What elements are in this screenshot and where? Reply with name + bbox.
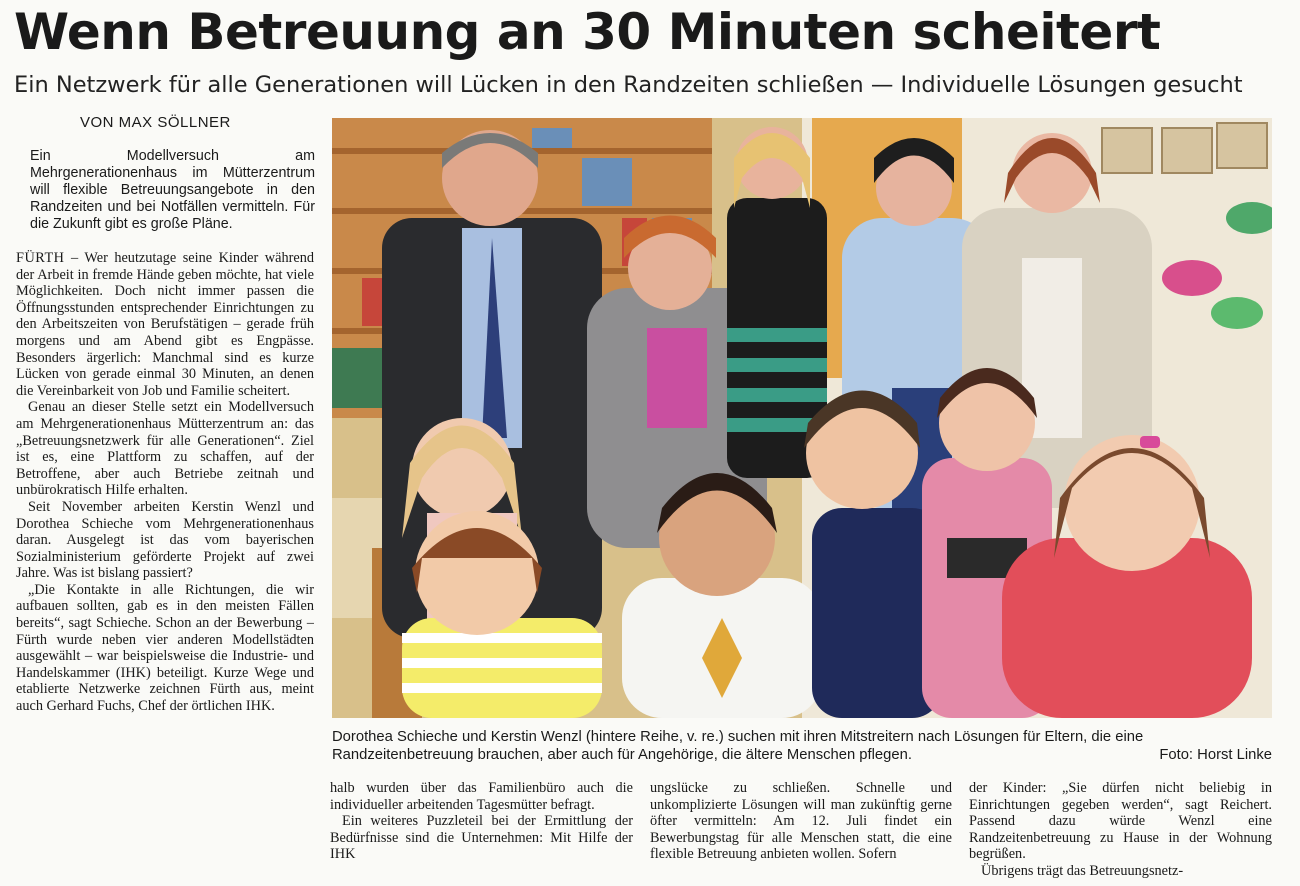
article-column-4 — [969, 780, 1272, 886]
article-photo — [332, 118, 1272, 718]
article-column-2 — [330, 780, 633, 886]
article-paragraph: Ein weiteres Puzzleteil bei der Ermittlung der Bedürfnisse sind die Unternehmen: Mit Hilfe der IHK — [330, 813, 633, 863]
article-paragraph: Übrigens trägt das Betreuungsnetz- — [981, 862, 1184, 879]
photo-caption — [332, 728, 1272, 764]
article-paragraph: der Kinder: „Sie dürfen nicht beliebig in Einrichtungen gegeben werden“, sagt Reichert. Passend dazu würde Wenzl eine Randzeitenbetreuung zu Hause in der Wohnung begrüßen. — [969, 780, 1272, 863]
article-paragraph — [16, 250, 314, 399]
article-paragraph: halb wurden über das Familienbüro auch die individueller arbeitenden Tagesmütter befragt. — [330, 780, 633, 813]
headline: Wenn Betreuung an 30 Minuten scheitert — [14, 3, 1161, 61]
subheadline: Ein Netzwerk für alle Generationen will Lücken in den Randzeiten schließen — Individuelle Lösungen gesucht — [14, 72, 1243, 98]
caption-text: Dorothea Schieche und Kerstin Wenzl (hintere Reihe, v. re.) suchen mit ihren Mitstreitern nach Lösungen für Eltern, die eine Randzeitenbetreuung brauchen, aber auch für Angehörige, die ältere Menschen pflegen. — [332, 729, 1144, 763]
lead-paragraph: Ein Modellversuch am Mehrgenerationenhaus im Mütterzentrum will flexible Betreuungsangebote in den Randzeiten und bei Notfällen vermitteln. Für die Zukunft gibt es große Pläne. — [30, 148, 315, 232]
byline: VON MAX SÖLLNER — [80, 114, 231, 131]
article-column-1 — [16, 250, 314, 886]
photo-credit: Foto: Horst Linke — [1159, 747, 1272, 763]
article-paragraph: „Die Kontakte in alle Richtungen, die wir aufbauen sollten, gab es in den meisten Fällen bereits“, sagt Schieche. Schon an der Bewerbung – Fürth wurde neben vier anderen Modellstädten ausgewählt – war beispielsweise die Industrie- und Handelskammer (IHK) beteiligt. Kurze Wege und etablierte Netzwerke zeichnen Fürth aus, meint auch Gerhard Fuchs, Chef der örtlichen IHK. — [16, 581, 314, 715]
article-paragraph: Seit November arbeiten Kerstin Wenzl und Dorothea Schieche vom Mehrgenerationenhaus daran. Ausgelegt ist das vom bayerischen Sozialministerium geförderte Projekt auf zwei Jahre. Was ist bislang passiert? — [16, 498, 314, 582]
article-paragraph: Genau an dieser Stelle setzt ein Modellversuch am Mehrgenerationenhaus Mütterzentrum an: das „Betreuungsnetzwerk für alle Generationen“. Ziel ist es, eine Plattform zu schaffen, auf der Betroffene, aber auch Betriebe zeitnah und unbürokratisch Hilfe erhalten. — [16, 399, 314, 499]
article-column-3 — [650, 780, 952, 886]
dateline: FÜRTH — [16, 250, 65, 266]
paragraph-text: – Wer heutzutage seine Kinder während der Arbeit in fremde Hände geben möchte, hat viele Möglichkeiten. Doch nicht immer passen die Öffnungsstunden entsprechender Einrichtungen zu den Arbeitszeiten von Berufstätigen – gerade früh morgens und am Abend gibt es Engpässe. Besonders ärgerlich: Manchmal sind es kurze Lücken von gerade einmal 30 Minuten, an denen die Vereinbarkeit von Job und Familie scheitert. — [16, 250, 314, 399]
article-paragraph: ungslücke zu schließen. Schnelle und unkomplizierte Lösungen will man zukünftig gerne öfter vermitteln: Am 12. Juli findet ein Bewerbungstag für alle Menschen statt, die eine flexible Betreuung anbieten wollen. Sofern — [650, 780, 952, 863]
